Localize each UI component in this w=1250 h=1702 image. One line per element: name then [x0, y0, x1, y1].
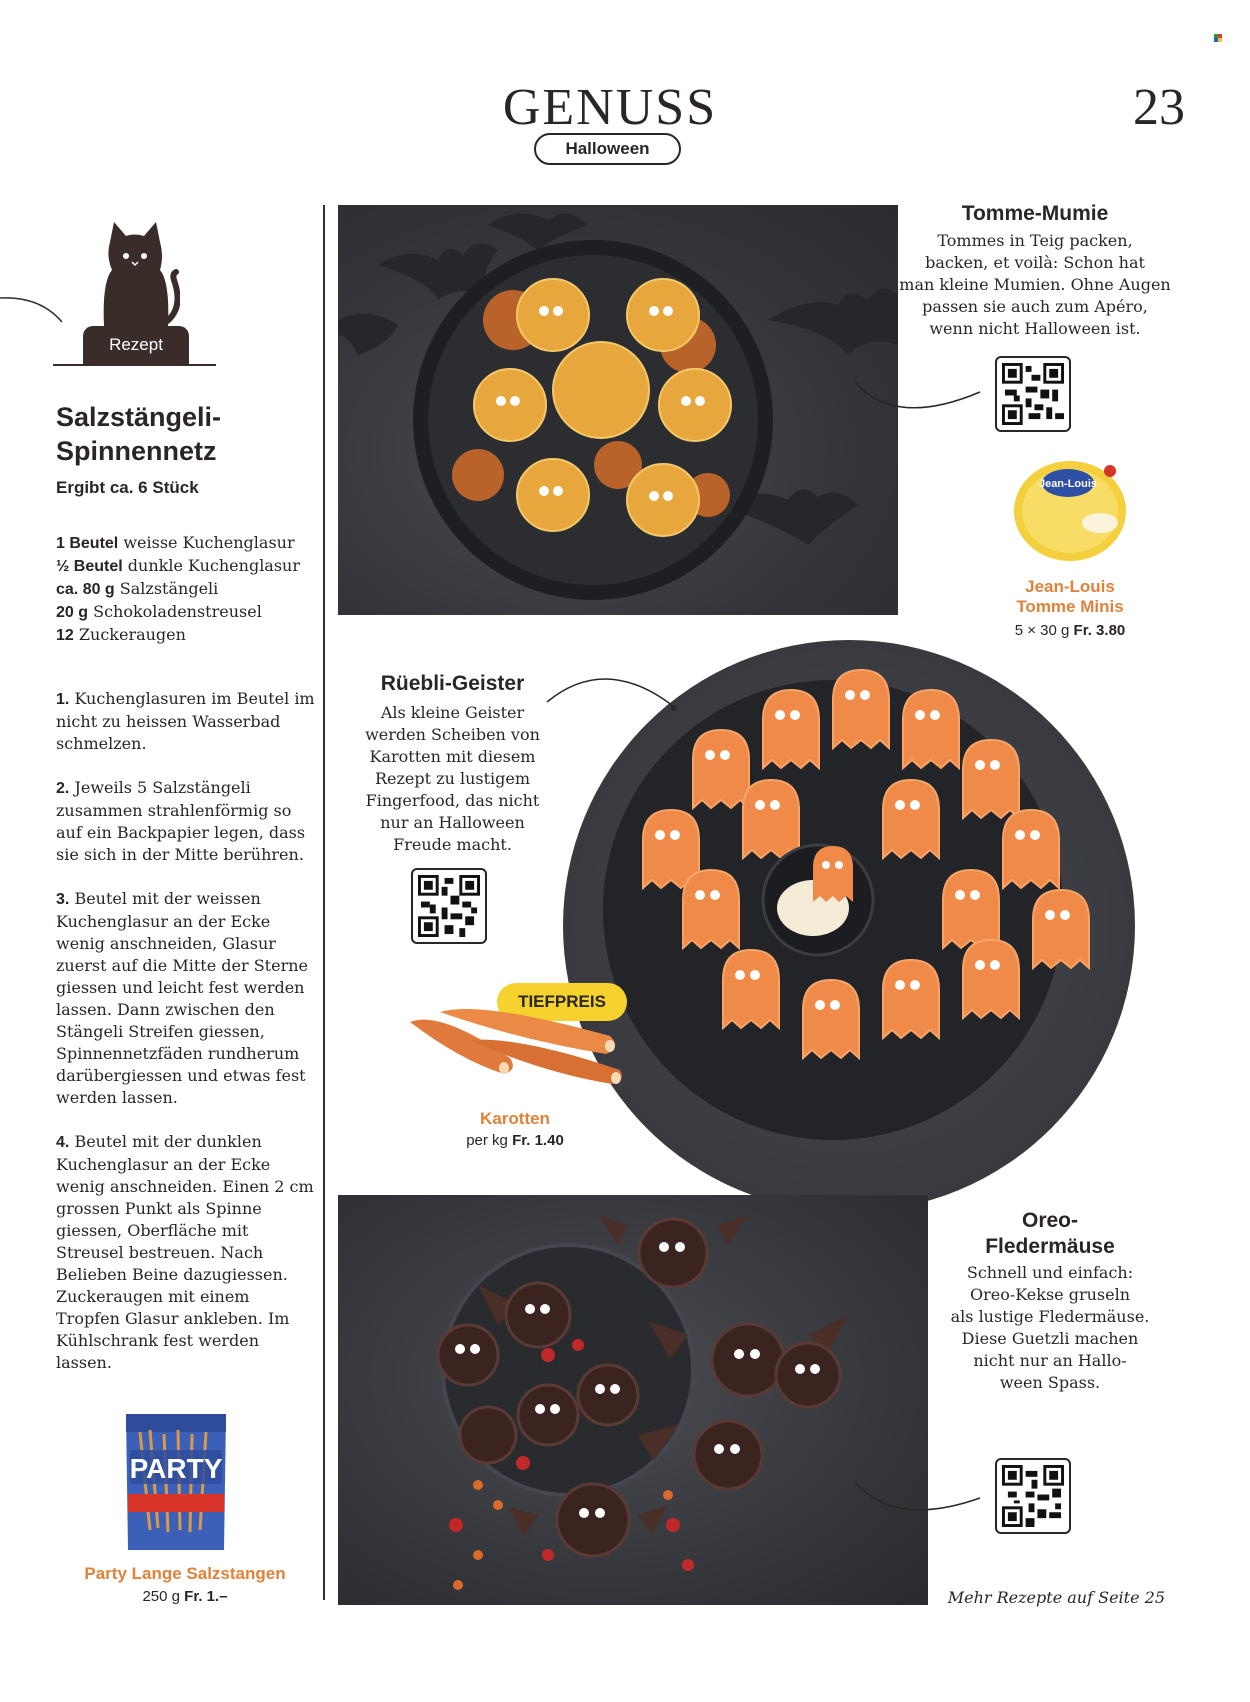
- recipe-title: [56, 400, 316, 468]
- step-text: Kuchenglasuren im Beutel im nicht zu heissen Wasserbad schmelzen.: [56, 689, 315, 753]
- ruebli-geister-photo: [563, 640, 1135, 1212]
- price-value: Fr. 1.–: [184, 1588, 228, 1605]
- ingredient-qty: ½ Beutel: [56, 558, 123, 575]
- text-line: Diese Guetzli machen: [961, 1329, 1139, 1348]
- ingredient-name: Schokoladenstreusel: [93, 602, 262, 621]
- product-name-line: Jean-Louis: [1025, 577, 1115, 596]
- product-name-salzstangen: Party Lange Salzstangen: [84, 1564, 286, 1583]
- text-line: Als kleine Geister: [380, 703, 525, 722]
- oreo-text: [925, 1262, 1175, 1394]
- oreo-fledermaeuse-photo: [338, 1195, 928, 1605]
- text-line: backen, et voilà: Schon hat: [925, 253, 1145, 272]
- text-line: Fingerfood, das nicht: [365, 791, 540, 810]
- qr-code-icon: [1002, 363, 1064, 425]
- product-brand: Jean-Louis: [1038, 478, 1098, 490]
- ingredient-qty: 12: [56, 627, 74, 644]
- bag-label: PARTY: [129, 1453, 223, 1484]
- qr-code-icon: [1002, 1465, 1064, 1527]
- black-cat-icon: [100, 222, 180, 330]
- qr-code-ruebli[interactable]: [411, 868, 487, 944]
- section-pill: Halloween: [534, 133, 681, 165]
- ingredient-item: [56, 532, 316, 555]
- tomme-mumie-illustration: [338, 205, 898, 615]
- step-list: [56, 688, 318, 1396]
- text-line: als lustige Fledermäuse.: [950, 1307, 1150, 1326]
- ingredient-name: dunkle Kuchenglasur: [127, 556, 301, 575]
- text-line: Karotten mit diesem: [369, 747, 536, 766]
- text-line: werden Scheiben von: [365, 725, 540, 744]
- text-line: man kleine Mumien. Ohne Augen: [899, 275, 1171, 294]
- recipe-title-line: Spinnennetz: [56, 436, 217, 466]
- text-line: Freude macht.: [393, 835, 512, 854]
- pointer-curve: [855, 378, 985, 428]
- title-line: Fledermäuse: [985, 1235, 1115, 1258]
- magazine-title: GENUSS: [502, 79, 718, 136]
- tomme-mumie-title: Tomme-Mumie: [961, 202, 1109, 225]
- title-line: Oreo-: [1021, 1209, 1078, 1232]
- ingredient-name: weisse Kuchenglasur: [123, 533, 295, 552]
- page-number: 23: [1133, 79, 1185, 136]
- step-text: Beutel mit der weissen Kuchenglasur an der Ecke wenig anschneiden, Glasur zuerst auf die Mitte der Sterne giessen und leicht fest werden lassen. Dann zwischen den Stängeli Streifen giessen, Spinnennetzfäden rundherum darübergiessen und etwas fest werden lassen.: [56, 889, 308, 1107]
- footer-note: Mehr Rezepte auf Seite 25: [947, 1588, 1165, 1607]
- tiefpreis-badge: TIEFPREIS: [497, 983, 627, 1021]
- price-value: Fr. 1.40: [512, 1132, 564, 1149]
- ruebli-geister-illustration: [563, 640, 1135, 1212]
- text-line: Schnell und einfach:: [966, 1263, 1134, 1282]
- ingredient-name: Zuckeraugen: [78, 625, 186, 644]
- ruebli-geister-text: [355, 702, 550, 856]
- text-line: nicht nur an Hallo-: [973, 1351, 1127, 1370]
- divider: [53, 364, 216, 366]
- recipe-step: [56, 888, 318, 1109]
- qr-code-icon: [418, 875, 480, 937]
- recipe-yield: Ergibt ca. 6 Stück: [56, 478, 199, 497]
- print-color-mark: [1214, 34, 1222, 42]
- ingredient-item: [56, 578, 316, 601]
- step-number: 2.: [56, 780, 70, 797]
- text-line: nur an Halloween: [380, 813, 525, 832]
- price-qty: per kg: [466, 1132, 508, 1149]
- product-name-tomme: [995, 577, 1145, 617]
- step-number: 3.: [56, 891, 70, 908]
- step-number: 1.: [56, 691, 70, 708]
- price-value: Fr. 3.80: [1073, 622, 1126, 639]
- pointer-curve: [855, 1478, 985, 1528]
- carrots-image: [400, 1000, 630, 1100]
- recipe-step: [56, 688, 318, 755]
- ingredient-qty: 1 Beutel: [56, 535, 119, 552]
- product-name-karotten: Karotten: [480, 1109, 550, 1128]
- text-line: Tommes in Teig packen,: [937, 231, 1133, 250]
- product-price-salzstangen: [70, 1588, 300, 1605]
- ingredient-item: [56, 555, 316, 578]
- ingredient-item: [56, 601, 316, 624]
- ingredient-qty: 20 g: [56, 604, 89, 621]
- text-line: Oreo-Kekse gruseln: [969, 1285, 1131, 1304]
- oreo-title: [935, 1208, 1165, 1260]
- step-number: 4.: [56, 1134, 70, 1151]
- ingredient-item: [56, 624, 316, 647]
- ingredient-qty: ca. 80 g: [56, 581, 115, 598]
- product-price-tomme: [995, 622, 1145, 639]
- qr-code-tomme[interactable]: [995, 356, 1071, 432]
- product-price-karotten: [440, 1132, 590, 1149]
- rezept-tag: Rezept: [83, 326, 189, 364]
- recipe-title-line: Salzstängeli-: [56, 402, 222, 432]
- recipe-step: [56, 1131, 318, 1374]
- text-line: Rezept zu lustigem: [374, 769, 531, 788]
- pointer-curve: [545, 668, 685, 718]
- decorative-curve: [0, 290, 70, 330]
- text-line: wenn nicht Halloween ist.: [929, 319, 1141, 338]
- pretzel-bag-image: [120, 1410, 232, 1556]
- ingredient-name: Salzstängeli: [119, 579, 219, 598]
- tomme-mumie-photo: [338, 205, 898, 615]
- text-line: ween Spass.: [999, 1373, 1101, 1392]
- recipe-step: [56, 777, 318, 866]
- ingredient-list: [56, 532, 316, 647]
- product-name-line: Tomme Minis: [1016, 597, 1124, 616]
- step-text: Jeweils 5 Salzstängeli zusammen strahlenförmig so auf ein Backpapier legen, dass sie sich in der Mitte berühren.: [56, 778, 306, 864]
- tomme-mumie-text: [895, 230, 1175, 340]
- text-line: passen sie auch zum Apéro,: [922, 297, 1148, 316]
- step-text: Beutel mit der dunklen Kuchenglasur an der Ecke wenig anschneiden. Einen 2 cm grossen Punkt als Spinne giessen, Oberfläche mit Streusel bestreuen. Nach Belieben Beine dazugiessen. Zuckeraugen mit einem Tropfen Glasur ankleben. Im Kühlschrank fest werden lassen.: [56, 1132, 314, 1372]
- price-qty: 250 g: [142, 1588, 180, 1605]
- column-divider: [323, 205, 325, 1600]
- ruebli-geister-title: Rüebli-Geister: [380, 672, 525, 695]
- price-qty: 5 × 30 g: [1014, 622, 1070, 639]
- qr-code-oreo[interactable]: [995, 1458, 1071, 1534]
- tomme-product-image: [1010, 453, 1130, 563]
- oreo-fledermaeuse-illustration: [338, 1195, 928, 1605]
